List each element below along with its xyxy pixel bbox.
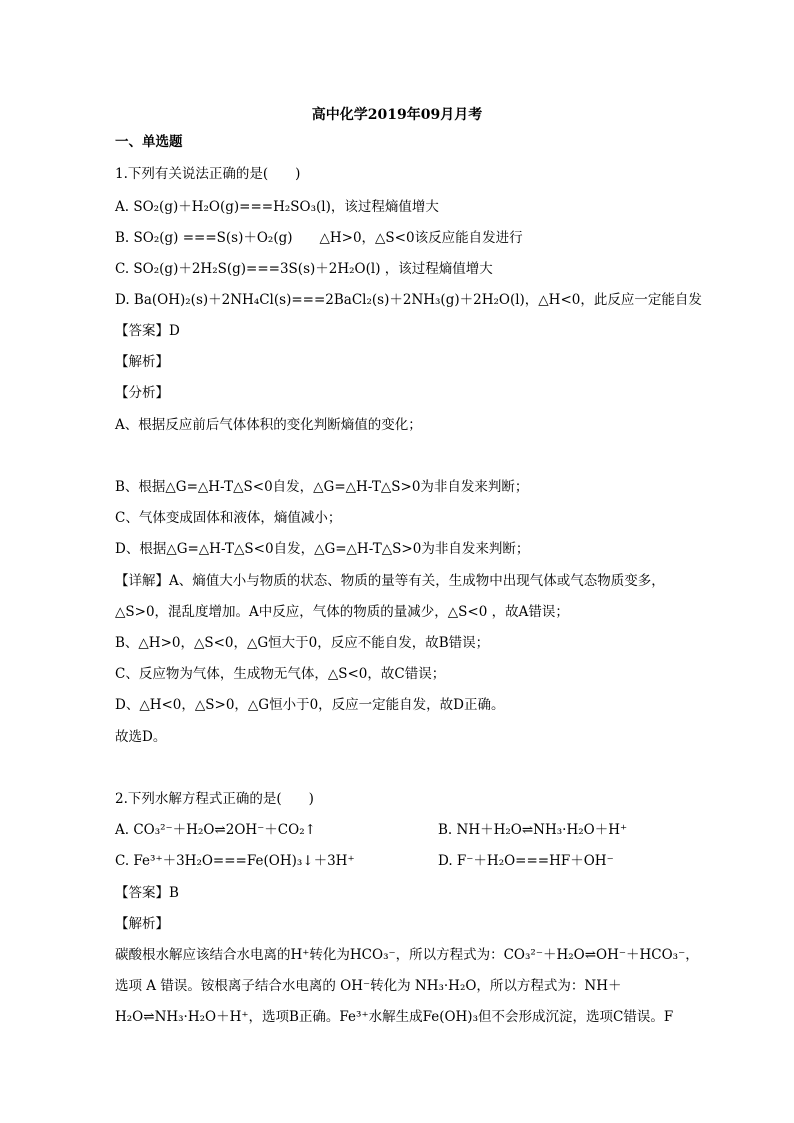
q1-option-d: D. Ba(OH)₂(s)＋2NH₄Cl(s)===2BaCl₂(s)＋2NH₃(g)＋2H₂O(l)，△H<0，此反应一定能自发 (115, 292, 702, 308)
q1-fenxi-a: A、根据反应前后气体体积的变化判断熵值的变化； (115, 417, 422, 433)
section-heading: 一、单选题 (115, 134, 183, 150)
page-title: 高中化学2019年09月月考 (311, 107, 483, 123)
q1-detail-3: B、△H>0，△S<0，△G恒大于0，反应不能自发，故B错误； (115, 635, 490, 651)
q1-answer: 【答案】D (115, 323, 180, 339)
q2-option-b: B. NH＋H₂O⇌NH₃·H₂O＋H⁺ (438, 822, 628, 838)
q1-option-b: B. SO₂(g) ===S(s)＋O₂(g) △H>0，△S<0该反应能自发进行 (115, 230, 523, 246)
q2-option-c: C. Fe³⁺＋3H₂O===Fe(OH)₃↓＋3H⁺ (115, 853, 355, 869)
q1-detail-5: D、△H<0，△S>0，△G恒小于0，反应一定能自发，故D正确。 (115, 697, 505, 713)
q2-analysis-heading: 【解析】 (115, 916, 169, 932)
q1-detail-1: 【详解】A、熵值大小与物质的状态、物质的量等有关，生成物中出现气体或气态物质变多， (115, 573, 665, 589)
q1-fenxi-b: B、根据△G=△H-T△S<0自发，△G=△H-T△S>0为非自发来判断； (115, 479, 529, 495)
q1-conclusion: 故选D。 (115, 729, 167, 745)
q2-answer: 【答案】B (115, 885, 179, 901)
q2-option-d: D. F⁻＋H₂O===HF＋OH⁻ (438, 853, 614, 869)
q1-option-c: C. SO₂(g)＋2H₂S(g)===3S(s)＋2H₂O(l) ，该过程熵值增大 (115, 261, 493, 277)
q2-option-a: A. CO₃²⁻＋H₂O⇌2OH⁻＋CO₂↑ (115, 822, 316, 838)
q1-fenxi-c: C、气体变成固体和液体，熵值减小； (115, 510, 342, 526)
q1-detail-2: △S>0，混乱度增加。A中反应，气体的物质的量减少，△S<0 ，故A错误； (115, 604, 569, 620)
q1-option-a: A. SO₂(g)＋H₂O(g)===H₂SO₃(l)，该过程熵值增大 (115, 199, 439, 215)
q1-detail-4: C、反应物为气体，生成物无气体，△S<0，故C错误； (115, 666, 446, 682)
q1-stem: 1.下列有关说法正确的是( ) (115, 166, 301, 182)
q2-analysis-line-2: 选项 A 错误。铵根离子结合水电离的 OH⁻转化为 NH₃·H₂O，所以方程式为：NH＋ (115, 978, 622, 994)
q2-analysis-line-3: H₂O⇌NH₃·H₂O＋H⁺，选项B正确。Fe³⁺水解生成Fe(OH)₃但不会形成沉淀，选项C错误。F (115, 1009, 674, 1025)
q1-fenxi-d: D、根据△G=△H-T△S<0自发，△G=△H-T△S>0为非自发来判断； (115, 541, 530, 557)
q2-stem: 2.下列水解方程式正确的是( ) (115, 791, 314, 807)
q1-fenxi-heading: 【分析】 (115, 385, 169, 401)
q1-analysis-heading: 【解析】 (115, 354, 169, 370)
q2-analysis-line-1: 碳酸根水解应该结合水电离的H⁺转化为HCO₃⁻，所以方程式为：CO₃²⁻＋H₂O⇌OH⁻＋HCO₃⁻， (115, 947, 699, 963)
